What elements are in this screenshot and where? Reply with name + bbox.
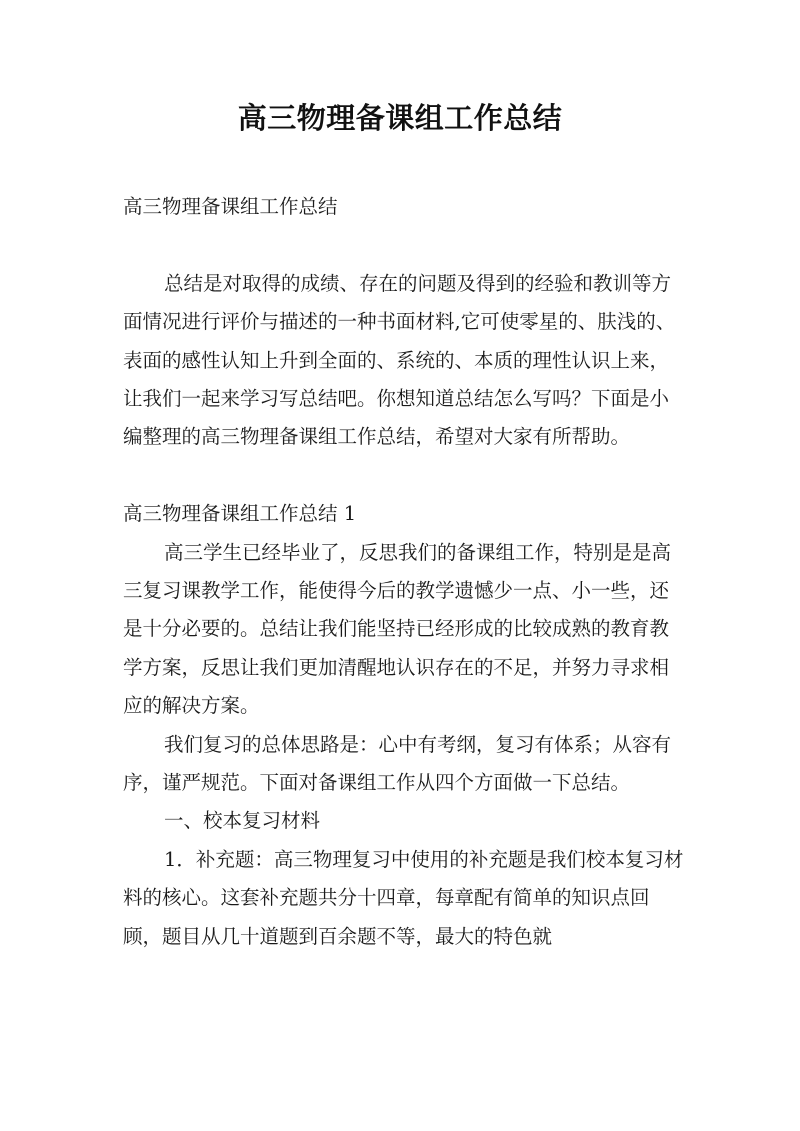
body-paragraph: 1．补充题：高三物理复习中使用的补充题是我们校本复习材料的核心。这套补充题共分十四章，每章配有简单的知识点回顾，题目从几十道题到百余题不等，最大的特色就: [123, 847, 684, 948]
document-title: 高三物理备课组工作总结: [237, 101, 563, 135]
section-subheading: 一、校本复习材料: [163, 809, 320, 833]
intro-paragraph: 总结是对取得的成绩、存在的问题及得到的经验和教训等方面情况进行评价与描述的一种书面材料,它可使零星的、肤浅的、表面的感性认知上升到全面的、系统的、本质的理性认识上来，让我们一起来学习写总结吧。你想知道总结怎么写吗？下面是小编整理的高三物理备课组工作总结，希望对大家有所帮助。: [123, 271, 676, 449]
body-paragraph: 高三学生已经毕业了，反思我们的备课组工作，特别是是高三复习课教学工作，能使得今后的教学遗憾少一点、小一些，还是十分必要的。总结让我们能坚持已经形成的比较成熟的教育教学方案，反思让我们更加清醒地认识存在的不足，并努力寻求相应的解决方案。: [123, 540, 671, 718]
document-body: [123, 188, 685, 956]
body-paragraph: 我们复习的总体思路是：心中有考纲，复习有体系；从容有序，谨严规范。下面对备课组工作从四个方面做一下总结。: [123, 732, 671, 795]
section-heading: 高三物理备课组工作总结 1: [123, 502, 357, 526]
document-subtitle: 高三物理备课组工作总结: [123, 195, 338, 218]
